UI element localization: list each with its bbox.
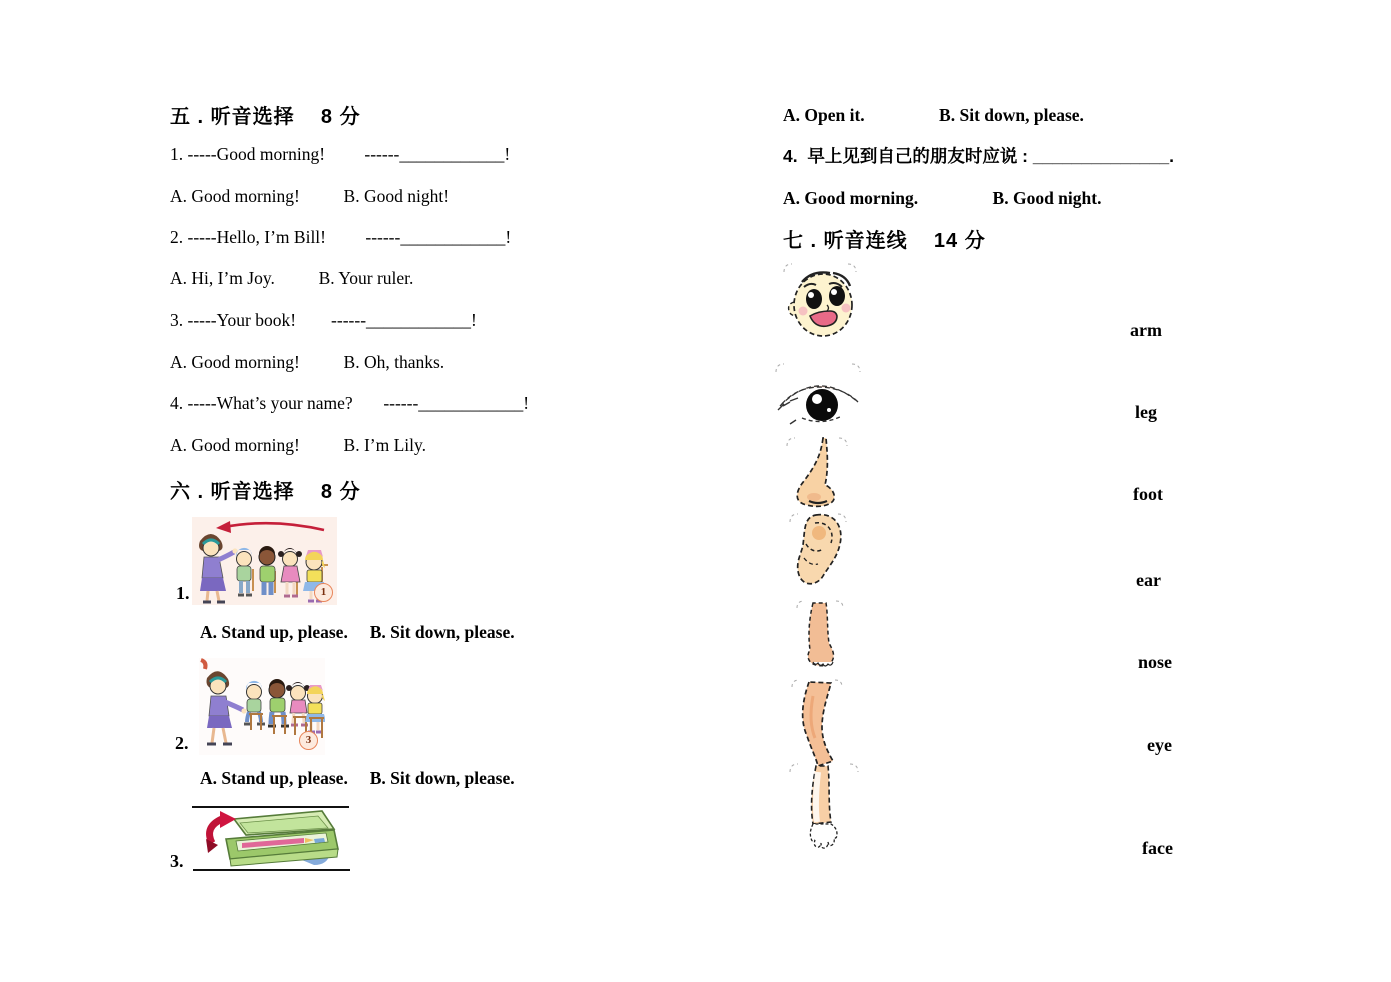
- answer-line-top: [192, 806, 349, 808]
- q4-options-line: A. Good morning. B. Good night.: [783, 188, 1102, 208]
- q2-prompt-line: 2. -----Hello, I’m Bill! ------____________!: [170, 227, 512, 247]
- section-seven-heading: 七 . 听音连线 14 分: [783, 230, 986, 252]
- q3-options-line: A. Good morning! B. Oh, thanks.: [170, 352, 445, 372]
- match-word-leg: leg: [1135, 402, 1157, 422]
- section-five-heading: 五 . 听音选择 8 分: [170, 106, 361, 128]
- eye-picture: [772, 360, 864, 435]
- answer-line-bottom: [193, 869, 350, 871]
- q1-prompt-line: 1. -----Good morning! ------____________!: [170, 144, 511, 164]
- nose-picture: [783, 434, 851, 517]
- item2-number: 2.: [175, 733, 189, 753]
- item1-number: 1.: [176, 583, 190, 603]
- foot-picture: [793, 598, 847, 677]
- ear-illustration: [786, 510, 850, 590]
- q1-options-line: A. Good morning! B. Good night!: [170, 186, 450, 206]
- open-pencil-case-illustration: [196, 809, 344, 867]
- face-illustration: [780, 260, 860, 345]
- ear-picture: [786, 510, 850, 595]
- arm-illustration: [786, 760, 862, 862]
- item3-options-line: A. Open it. B. Sit down, please.: [783, 105, 1084, 125]
- item1-options-line: A. Stand up, please. B. Sit down, please.: [200, 622, 515, 642]
- match-word-arm: arm: [1130, 320, 1162, 340]
- item3-number: 3.: [170, 851, 184, 871]
- picture-number-badge: 3: [299, 731, 318, 750]
- classroom-stand-up-image: [192, 517, 337, 605]
- arm-picture: [786, 760, 862, 867]
- q3-prompt-line: 3. -----Your book! ------____________!: [170, 310, 477, 330]
- q4-options-line: A. Good morning! B. I’m Lily.: [170, 435, 426, 455]
- nose-illustration: [783, 434, 851, 512]
- match-word-foot: foot: [1133, 484, 1163, 504]
- open-pencil-case-image: [196, 809, 344, 867]
- classroom-sit-down-image: [199, 658, 325, 755]
- face-picture: [780, 260, 860, 350]
- q2-options-line: A. Hi, I’m Joy. B. Your ruler.: [170, 268, 414, 288]
- picture-number-badge: 1: [314, 583, 333, 602]
- match-word-eye: eye: [1147, 735, 1172, 755]
- q4-prompt-line: 4. -----What’s your name? ------____________!: [170, 393, 530, 413]
- match-word-face: face: [1142, 838, 1173, 858]
- item2-options-line: A. Stand up, please. B. Sit down, please.: [200, 768, 515, 788]
- leg-illustration: [788, 676, 846, 770]
- eye-illustration: [772, 360, 864, 430]
- q4-chinese-prompt: 4. 早上见到自己的朋友时应说 : ______________.: [783, 146, 1174, 166]
- match-word-nose: nose: [1138, 652, 1173, 672]
- section-six-heading: 六 . 听音选择 8 分: [170, 481, 361, 503]
- match-word-ear: ear: [1136, 570, 1161, 590]
- foot-illustration: [793, 598, 847, 672]
